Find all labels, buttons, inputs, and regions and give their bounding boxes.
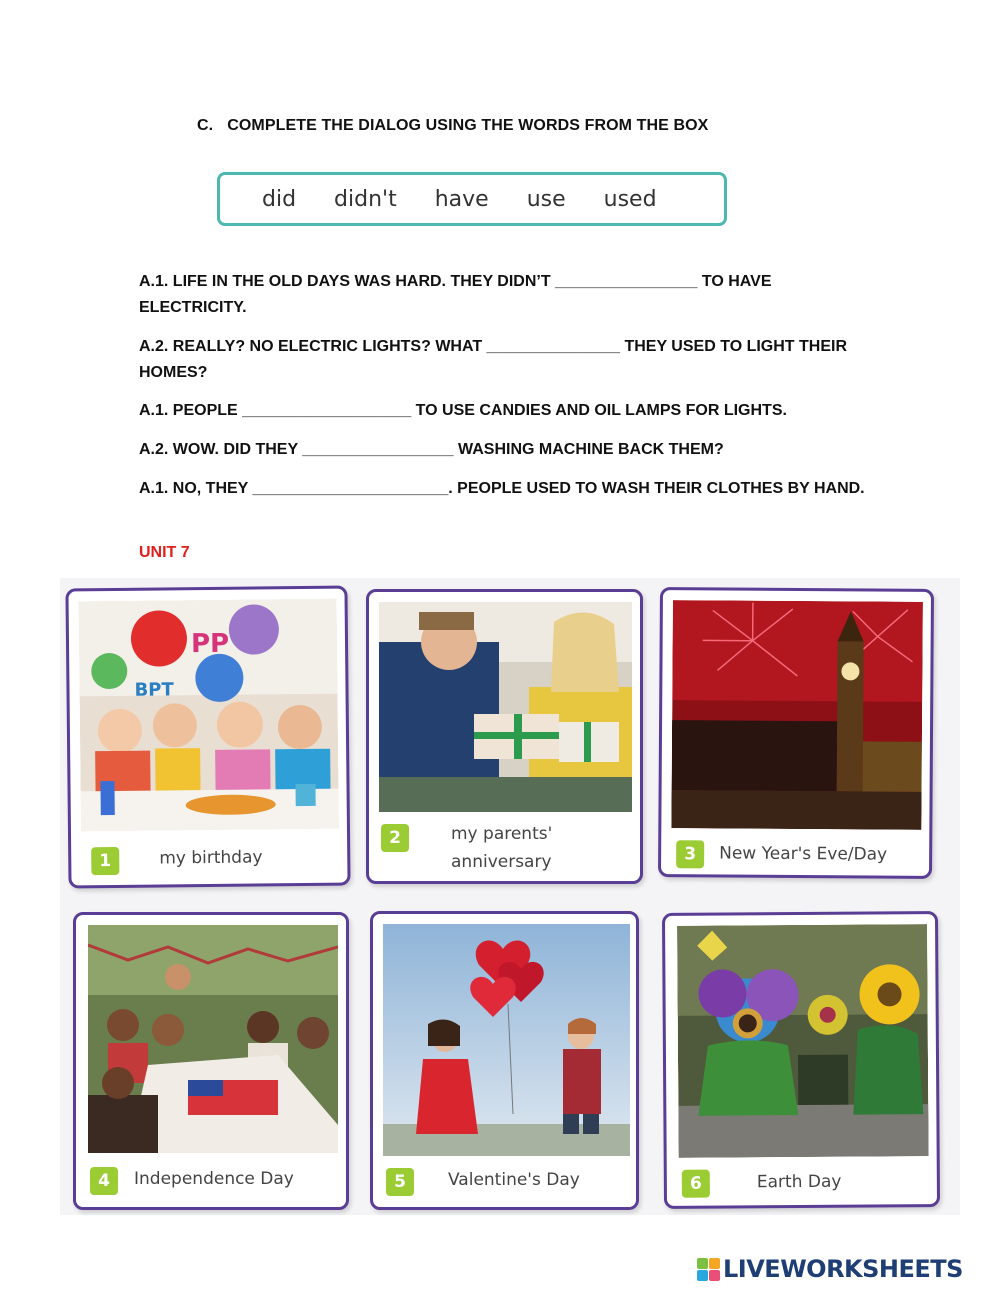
card-caption: my parents' anniversary [451, 824, 553, 872]
card-caption: New Year's Eve/Day [719, 843, 888, 865]
earth-day-photo [677, 924, 929, 1158]
card-caption: Valentine's Day [448, 1170, 580, 1190]
dialog-line-4: A.2. WOW. DID THEY _________________ WASHING MACHINE BACK THEM? [139, 441, 724, 458]
card-caption: Independence Day [134, 1169, 294, 1189]
dialog-line-3: A.1. PEOPLE ___________________ TO USE CANDIES AND OIL LAMPS FOR LIGHTS. [139, 402, 787, 419]
dialog-line-1: A.1. LIFE IN THE OLD DAYS WAS HARD. THEY DIDN’T ________________ TO HAVE ELECTRICITY. [139, 273, 772, 316]
card-number-badge: 4 [90, 1167, 118, 1195]
card-number-badge: 5 [386, 1168, 414, 1196]
card-caption: my birthday [159, 847, 263, 869]
card-new-years [658, 587, 934, 879]
word-box [217, 172, 727, 226]
word-use: use [526, 186, 566, 212]
liveworksheets-logo [697, 1255, 963, 1283]
banner-letters: BPT [134, 679, 174, 701]
card-my-birthday [65, 586, 350, 889]
logo-text: LIVEWORKSHEETS [723, 1255, 963, 1283]
word-used: used [603, 186, 657, 212]
unit-title: UNIT 7 [139, 544, 190, 561]
card-number-badge: 6 [682, 1170, 710, 1198]
card-valentines-day [370, 911, 639, 1210]
logo-mark-icon [697, 1258, 720, 1281]
card-number-badge: 3 [676, 840, 704, 868]
card-caption: Earth Day [756, 1171, 842, 1193]
heading-letter: C. [197, 117, 214, 134]
word-did: did [262, 186, 297, 212]
card-parents-anniversary [366, 589, 643, 884]
valentine-photo [383, 924, 630, 1156]
anniversary-photo [379, 602, 632, 812]
dialog-line-2: A.2. REALLY? NO ELECTRIC LIGHTS? WHAT _______________ THEY USED TO LIGHT THEIR HOMES? [139, 338, 848, 381]
word-have: have [434, 186, 489, 212]
independence-photo [88, 925, 338, 1153]
heading-text: COMPLETE THE DIALOG USING THE WORDS FROM THE BOX [227, 117, 709, 134]
dialog-line-5: A.1. NO, THEY ______________________. PEOPLE USED TO WASH THEIR CLOTHES BY HAND. [139, 480, 865, 497]
card-number-badge: 1 [91, 847, 119, 875]
card-earth-day [662, 911, 940, 1209]
card-number-badge: 2 [381, 824, 409, 852]
exercise-heading [197, 117, 708, 135]
card-independence-day [73, 912, 349, 1210]
new-year-photo [671, 600, 923, 830]
word-didnt: didn't [334, 186, 397, 212]
balloon-letters: PP [190, 628, 230, 660]
birthday-photo [79, 599, 339, 832]
